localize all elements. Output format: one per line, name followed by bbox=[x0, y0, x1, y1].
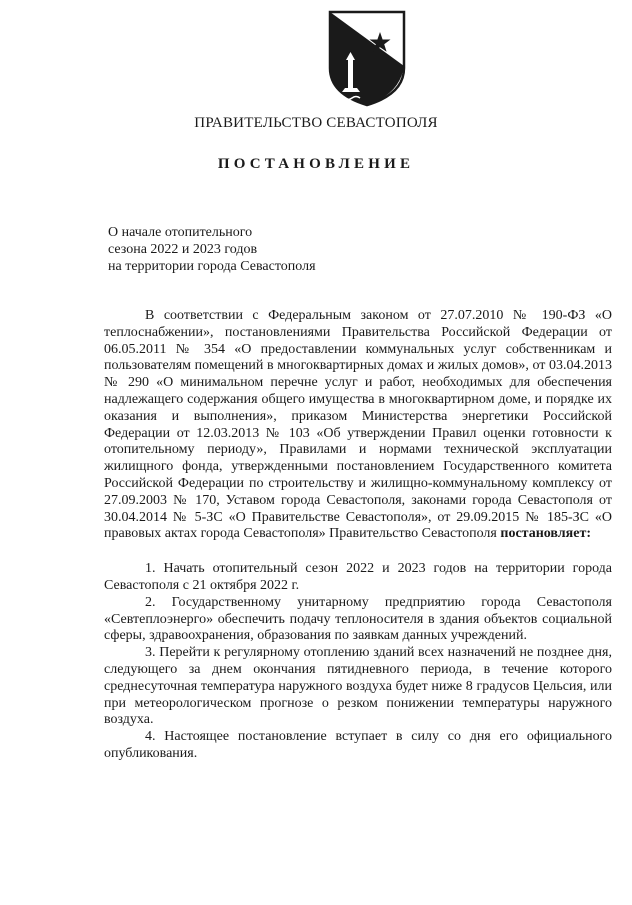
subject-line: на территории города Севастополя bbox=[108, 259, 316, 274]
decree-word: постановляет: bbox=[500, 526, 591, 542]
decree-item: 4. Настоящее постановление вступает в силу со дня его официального опубликования. bbox=[104, 729, 612, 761]
subject-line: сезона 2022 и 2023 годов bbox=[108, 242, 258, 257]
document-type-title: ПОСТАНОВЛЕНИЕ bbox=[217, 156, 415, 172]
preamble-text: В соответствии с Федеральным законом от 27.07.2010 № 190-ФЗ «О теплоснабжении», постановлениями Правительства Российской Федерации от 06.05.2011 № 354 «О предоставлении коммунальных услуг собственникам и пользователям помещений в многоквартирных домах и жилых домов», от 03.04.2013 № 290 «О минимальном перечне услуг и работ, необходимых для обеспечения надлежащего содержания общего имущества в многоквартирном доме, и порядке их оказания и выполнения», приказом Министерства энергетики Российской Федерации от 12.03.2013 № 103 «Об утверждении Правил оценки готовности к отопительному периоду», Правилами и нормами технической эксплуатации жилищного фонда, утвержденными постановлением Государственного комитета Российской Федерации по строительству и жилищно-коммунальному комплексу от 27.09.2003 № 170, Уставом города Севастополя, законами города Севастополя от 30.04.2014 № 5-ЗС «О Правительстве Севастополя», от 29.09.2015 № 185-ЗС «О правовых актах города Севастополя» Правительство Севастополя bbox=[104, 308, 612, 542]
document-subject bbox=[108, 224, 316, 275]
subject-line: О начале отопительного bbox=[108, 225, 253, 240]
decree-item: 1. Начать отопительный сезон 2022 и 2023 годов на территории города Севастополя с 21 октября 2022 г. bbox=[104, 561, 612, 593]
coat-of-arms-icon bbox=[326, 8, 408, 108]
preamble-paragraph bbox=[104, 308, 612, 543]
decree-item: 2. Государственному унитарному предприятию города Севастополя «Севтеплоэнерго» обеспечить подачу теплоносителя в здания объектов социальной сферы, здравоохранения, образования по заявкам данных учреждений. bbox=[104, 594, 612, 644]
decree-item: 3. Перейти к регулярному отоплению зданий всех назначений не позднее дня, следующего за днем окончания пятидневного периода, в течение которого среднесуточная температура наружного воздуха будет ниже 8 градусов Цельсия, или при метеорологическом прогнозе о резком понижении температуры наружного воздуха. bbox=[104, 645, 612, 728]
document-body bbox=[104, 308, 612, 763]
government-name: ПРАВИТЕЛЬСТВО СЕВАСТОПОЛЯ bbox=[194, 115, 438, 131]
